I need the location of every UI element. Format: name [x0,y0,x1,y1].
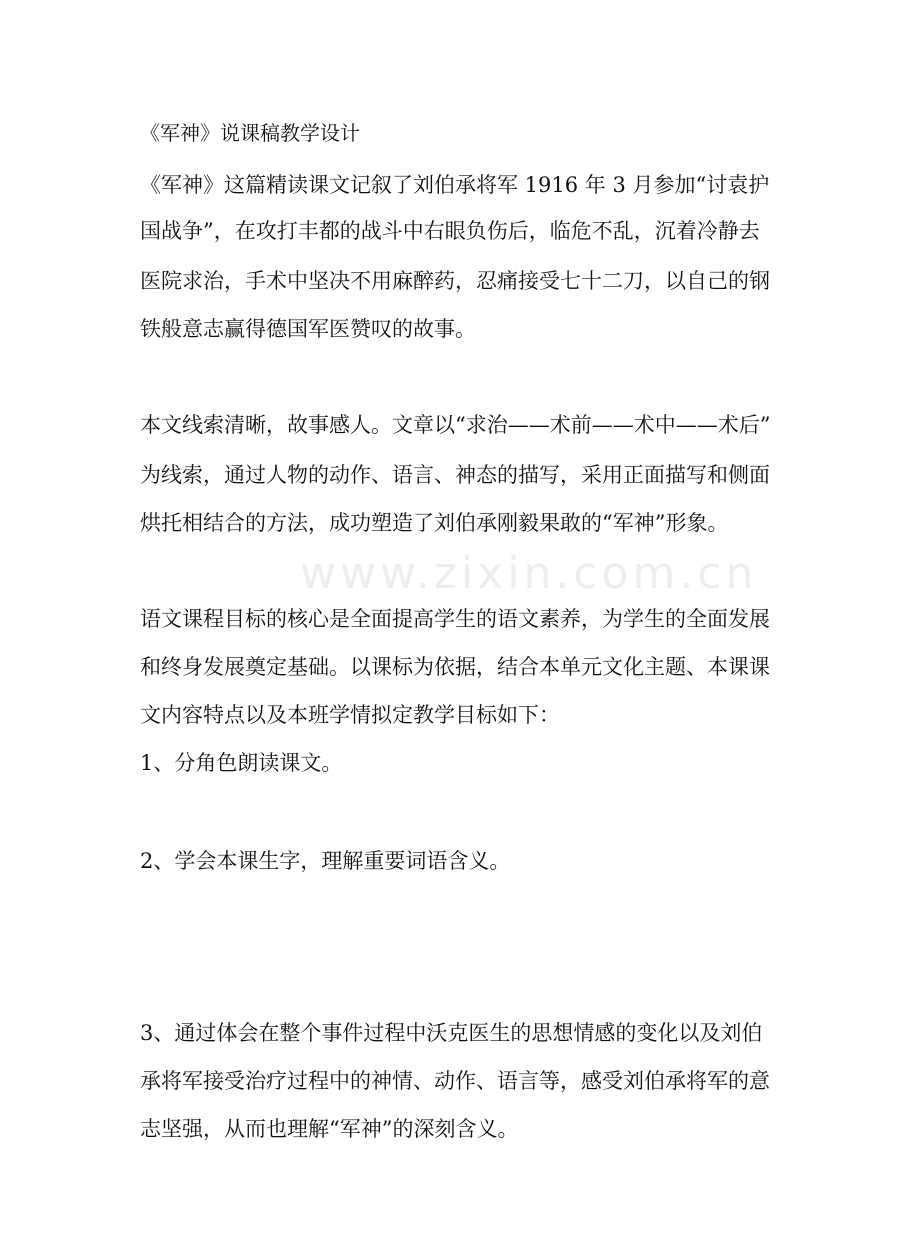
watermark: www.zixin.com.cn [300,548,758,599]
paragraph-line: 烘托相结合的方法，成功塑造了刘伯承刚毅果敢的“军神”形象。 [140,511,729,535]
paragraph-line: 文内容特点以及本班学情拟定教学目标如下： [140,703,560,727]
paragraph-line: 志坚强，从而也理解“军神”的深刻含义。 [140,1117,519,1141]
paragraph-line: 和终身发展奠定基础。以课标为依据，结合本单元文化主题、本课课 [140,655,770,679]
list-item: 2、学会本课生字，理解重要词语含义。 [140,849,511,873]
document-title: 《军神》说课稿教学设计 [140,121,360,145]
paragraph-line: 铁般意志赢得德国军医赞叹的故事。 [140,317,476,341]
paragraph-line: 承将军接受治疗过程中的神情、动作、语言等，感受刘伯承将军的意 [140,1069,770,1093]
paragraph-line: 为线索，通过人物的动作、语言、神态的描写，采用正面描写和侧面 [140,463,770,487]
paragraph-line: 《军神》这篇精读课文记叙了刘伯承将军 1916 年 3 月参加“讨袁护 [140,173,770,197]
paragraph-line: 本文线索清晰，故事感人。文章以“求治——术前——术中——术后” [140,413,771,437]
list-item: 1、分角色朗读课文。 [140,751,343,775]
paragraph-line: 国战争”，在攻打丰都的战斗中右眼负伤后，临危不乱，沉着冷静去 [140,219,760,243]
paragraph-line: 医院求治，手术中坚决不用麻醉药，忍痛接受七十二刀，以自己的钢 [140,269,770,293]
list-item: 3、通过体会在整个事件过程中沃克医生的思想情感的变化以及刘伯 [140,1021,763,1045]
paragraph-line: 语文课程目标的核心是全面提高学生的语文素养，为学生的全面发展 [140,607,770,631]
